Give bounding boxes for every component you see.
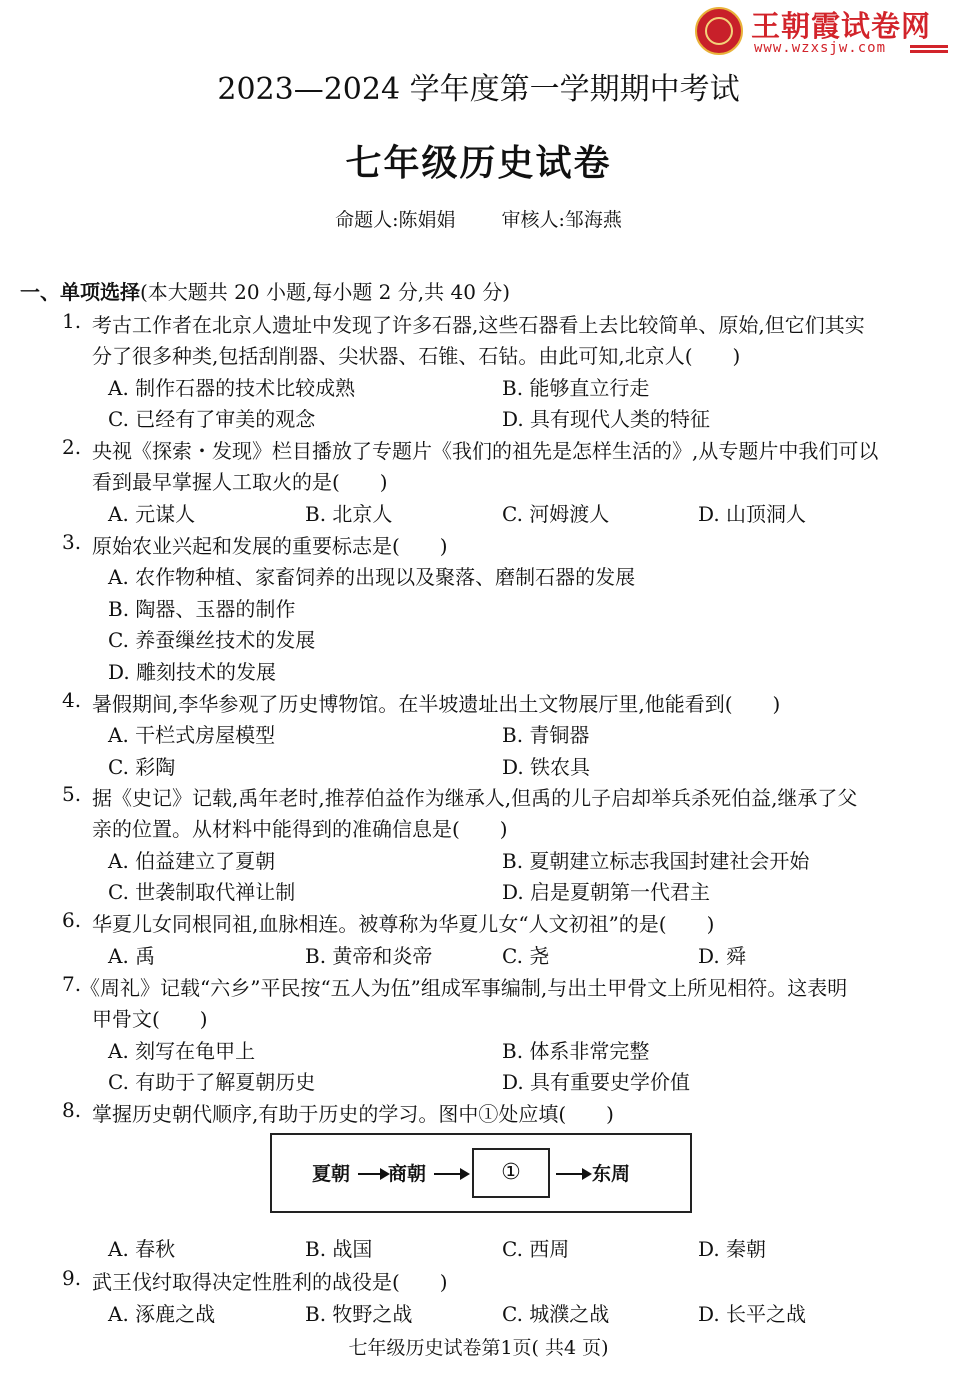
option-d: D. 长平之战 [698,1302,807,1326]
option-a: A. 刻写在龟甲上 [108,1039,256,1063]
reviewer: 审核人:邹海燕 [501,209,622,231]
option-c: C. 世袭制取代禅让制 [108,880,296,904]
arrow-icon [358,1173,388,1175]
option-d: D. 具有现代人类的特征 [502,407,711,431]
question-stem: 华夏儿女同根同祖,血脉相连。被尊称为华夏儿女“人文初祖”的是( ) [92,912,715,936]
option-b: B. 北京人 [305,502,393,526]
question-number: 6. [62,908,82,932]
site-logo [693,4,953,60]
option-c: C. 已经有了审美的观念 [108,407,316,431]
section-note: (本大题共 20 小题,每小题 2 分,共 40 分) [140,280,511,304]
setter: 命题人:陈娟娟 [335,209,456,231]
question-number: 1. [62,309,82,333]
logo-url: www.wzxsjw.com [754,40,887,56]
question-stem: 考古工作者在北京人遗址中发现了许多石器,这些石器看上去比较简单、原始,但它们其实 [92,313,865,337]
question-stem: 暑假期间,李华参观了历史博物馆。在半坡遗址出土文物展厅里,他能看到( ) [92,692,781,716]
diagram-item: 夏朝 [312,1163,351,1185]
question-stem: 掌握历史朝代顺序,有助于历史的学习。图中①处应填( ) [92,1102,614,1126]
section-heading [20,276,510,305]
option-b: B. 能够直立行走 [502,376,650,400]
arrow-icon [434,1173,468,1175]
question-stem: 央视《探索・发现》栏目播放了专题片《我们的祖先是怎样生活的》,从专题片中我们可以 [92,439,879,463]
seal-icon [695,7,743,55]
question-stem: 亲的位置。从材料中能得到的准确信息是( ) [92,817,508,841]
option-d: D. 秦朝 [698,1237,767,1261]
option-b: B. 黄帝和炎帝 [305,944,433,968]
diagram-item: 东周 [592,1163,631,1185]
question-number: 4. [62,688,82,712]
option-d: D. 山顶洞人 [698,502,807,526]
question-stem: 分了很多种类,包括刮削器、尖状器、石锥、石钻。由此可知,北京人( ) [92,344,741,368]
question-stem: 据《史记》记载,禹年老时,推荐伯益作为继承人,但禹的儿子启却举兵杀死伯益,继承了父 [92,786,858,810]
question-stem: 原始农业兴起和发展的重要标志是( ) [92,534,448,558]
option-d: D. 铁农具 [502,755,591,779]
option-a: A. 伯益建立了夏朝 [108,849,276,873]
option-d: D. 雕刻技术的发展 [108,660,277,684]
question-number: 2. [62,435,82,459]
paper-title: 七年级历史试卷 [345,143,612,184]
option-d: D. 启是夏朝第一代君主 [502,880,711,904]
question-number: 7. [62,972,82,996]
option-a: A. 农作物种植、家畜饲养的出现以及聚落、磨制石器的发展 [108,565,636,589]
option-a: A. 涿鹿之战 [108,1302,216,1326]
option-a: A. 干栏式房屋模型 [108,723,276,747]
option-a: A. 禹 [108,944,156,968]
option-c: C. 尧 [502,944,550,968]
option-d: D. 具有重要史学价值 [502,1070,691,1094]
option-c: C. 西周 [502,1237,570,1261]
option-b: B. 夏朝建立标志我国封建社会开始 [502,849,810,873]
option-a: A. 制作石器的技术比较成熟 [108,376,356,400]
option-a: A. 春秋 [108,1237,176,1261]
option-b: B. 牧野之战 [305,1302,413,1326]
question-number: 5. [62,782,82,806]
option-c: C. 有助于了解夏朝历史 [108,1070,316,1094]
diagram-blank: ① [472,1148,550,1198]
authors [0,205,957,232]
option-b: B. 陶器、玉器的制作 [108,597,296,621]
option-b: B. 战国 [305,1237,373,1261]
question-number: 9. [62,1266,82,1290]
dynasty-diagram [270,1133,692,1213]
question-stem: 《周礼》记载“六乡”平民按“五人为伍”组成军事编制,与出土甲骨文上所见相符。这表明 [80,976,848,1000]
option-b: B. 体系非常完整 [502,1039,650,1063]
option-c: C. 河姆渡人 [502,502,610,526]
option-b: B. 青铜器 [502,723,590,747]
logo-bars [910,45,948,55]
arrow-icon [556,1173,590,1175]
logo-name: 王朝霞试卷网 [751,9,932,43]
question-stem: 看到最早掌握人工取火的是( ) [92,470,388,494]
option-c: C. 城濮之战 [502,1302,610,1326]
question-number: 3. [62,530,82,554]
diagram-item: 商朝 [388,1163,427,1185]
question-stem: 武王伐纣取得决定性胜利的战役是( ) [92,1270,448,1294]
exam-title: 2023—2024 学年度第一学期期中考试 [217,72,740,107]
section-label: 一、单项选择 [20,280,140,304]
page-footer: 七年级历史试卷第1页( 共4 页) [348,1337,609,1359]
question-number: 8. [62,1098,82,1122]
question-stem: 甲骨文( ) [92,1007,208,1031]
option-a: A. 元谋人 [108,502,196,526]
option-c: C. 养蚕缫丝技术的发展 [108,628,316,652]
option-c: C. 彩陶 [108,755,176,779]
option-d: D. 舜 [698,944,747,968]
